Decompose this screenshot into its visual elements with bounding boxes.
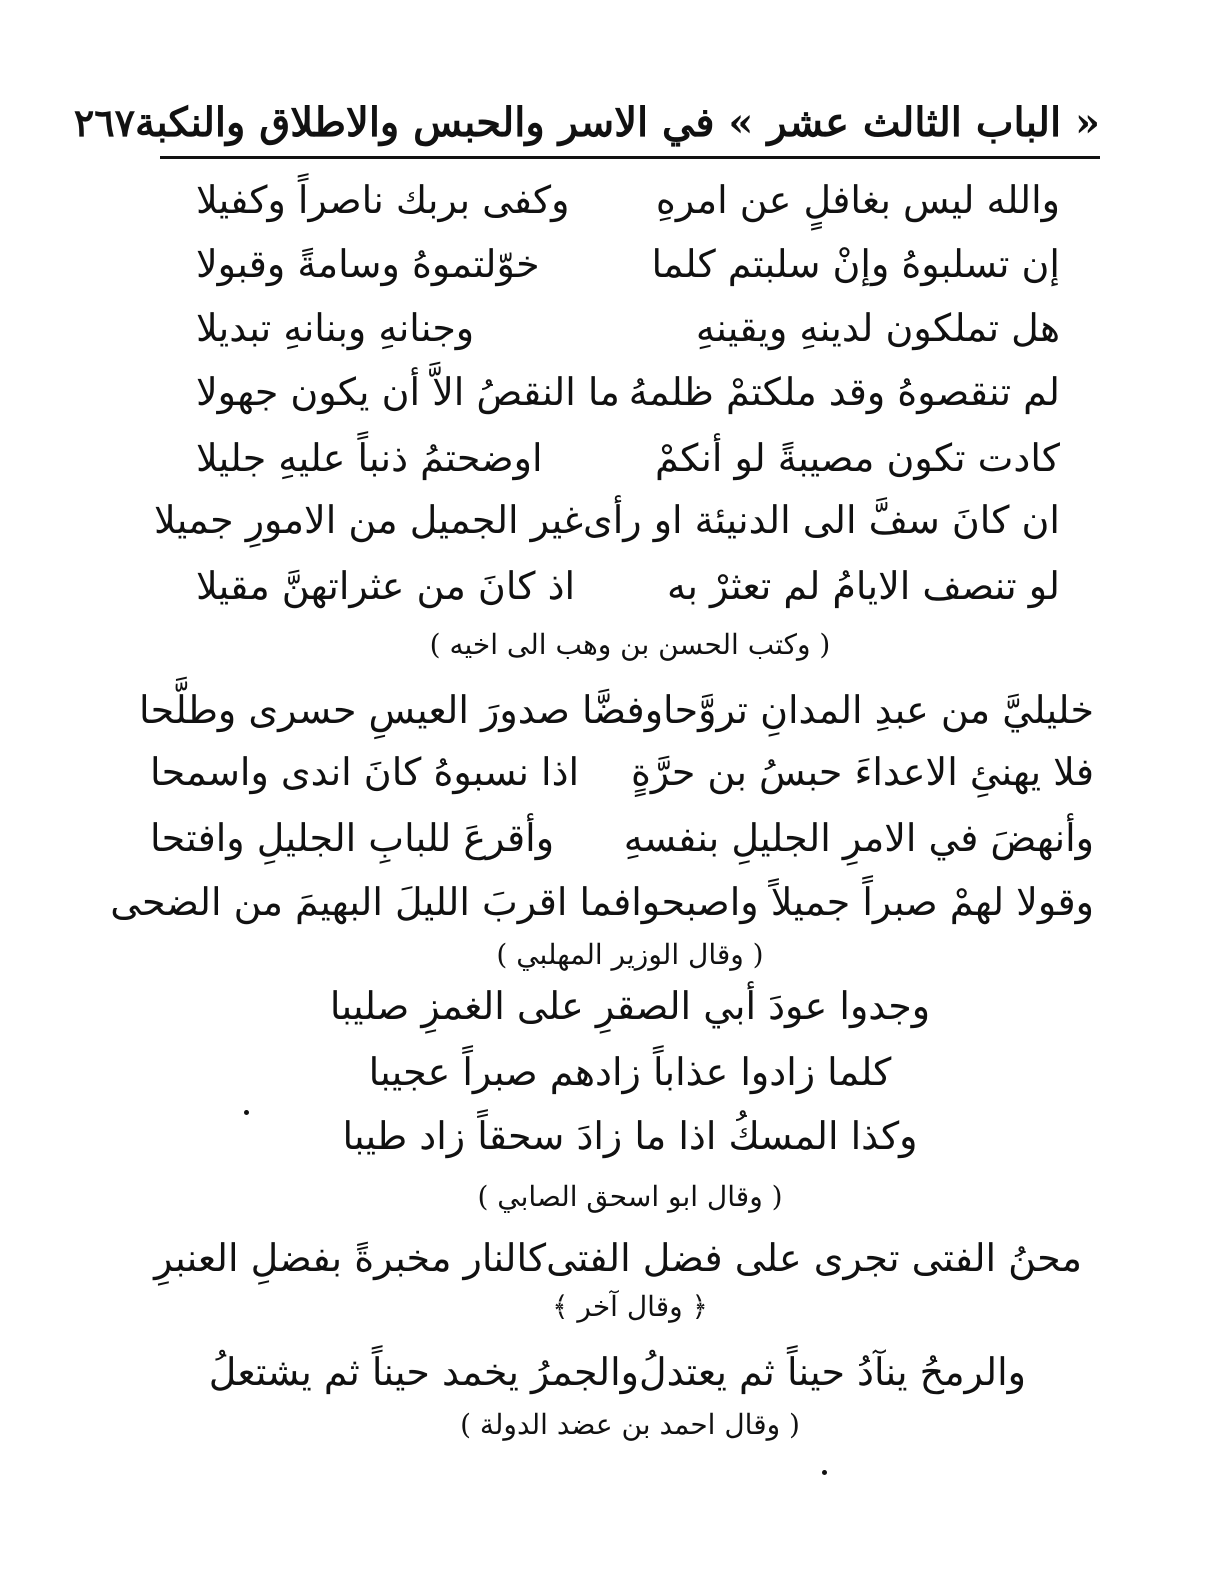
hemistich-left: ما النقصُ الاَّ أن يكون جهولا (196, 370, 620, 414)
verse (196, 234, 1060, 294)
poem-caption: ( وقال الوزير المهلبي ) (496, 938, 764, 971)
hemistich-right: فلا يهنئِ الاعداءَ حبسُ بن حرَّةٍ (630, 750, 1094, 794)
hemistich-left: اذ كانَ من عثراتهنَّ مقيلا (196, 564, 576, 608)
poem-caption: ( وكتب الحسن بن وهب الى اخيه ) (429, 628, 831, 661)
hemistich-left: اوضحتمُ ذنباً عليهِ جليلا (196, 436, 543, 480)
chapter-title: « الباب الثالث عشر » في الاسر والحبس والاطلاق والنكبة (135, 98, 1100, 146)
page-header (73, 92, 1100, 152)
verse-line: وجدوا عودَ أبي الصقرِ على الغمزِ صليبا (329, 984, 931, 1028)
hemistich-right: محنُ الفتى تجرى على فضل الفتى (546, 1236, 1082, 1280)
hemistich-left: غير الجميل من الامورِ جميلا (154, 498, 583, 542)
verse (196, 298, 1060, 358)
hemistich-right: ان كانَ سفَّ الى الدنيئة او رأى (582, 498, 1060, 542)
verse (150, 808, 1094, 868)
hemistich-left: وجنانهِ وبنانهِ تبديلا (196, 306, 475, 350)
ink-speck (244, 1110, 249, 1115)
hemistich-right: لم تنقصوهُ وقد ملكتمْ ظلمهُ (628, 370, 1060, 414)
hemistich-left: والجمرُ يخمد حيناً ثم يشتعلُ (208, 1350, 639, 1394)
hemistich-left: وأقرعَ للبابِ الجليلِ وافتحا (150, 816, 555, 860)
hemistich-right: إن تسلبوهُ وإنْ سلبتم كلما (651, 242, 1060, 286)
verse (208, 1342, 1026, 1402)
hemistich-right: كادت تكون مصيبةً لو أنكمْ (654, 436, 1060, 480)
verse (139, 680, 1094, 740)
verse (110, 872, 1094, 932)
poem-caption: ( وقال احمد بن عضد الدولة ) (460, 1408, 800, 1441)
hemistich-right: والله ليس بغافلٍ عن امرهِ (655, 178, 1060, 222)
verse-line: كلما زادوا عذاباً زادهم صبراً عجيبا (368, 1050, 892, 1094)
hemistich-left: اذا نسبوهُ كانَ اندى واسمحا (150, 750, 580, 794)
verse (150, 742, 1094, 802)
hemistich-left: وفضَّا صدورَ العيسِ حسرى وطلَّحا (139, 688, 664, 732)
verse (154, 1228, 1082, 1288)
hemistich-right: وأنهضَ في الامرِ الجليلِ بنفسهِ (623, 816, 1094, 860)
hemistich-left: فما اقربَ الليلَ البهيمَ من الضحى (110, 880, 632, 924)
verse (196, 556, 1060, 616)
header-rule (160, 156, 1100, 159)
hemistich-right: لو تنصف الايامُ لم تعثرْ به (666, 564, 1060, 608)
ink-speck (822, 1470, 827, 1475)
verse (196, 428, 1060, 488)
hemistich-right: هل تملكون لدينهِ ويقينهِ (695, 306, 1060, 350)
verse (196, 170, 1060, 230)
hemistich-right: وقولا لهمْ صبراً جميلاً واصبحوا (631, 880, 1094, 924)
hemistich-right: والرمحُ ينآدُ حيناً ثم يعتدلُ (639, 1350, 1026, 1394)
hemistich-right: خليليَّ من عبدِ المدانِ تروَّحا (663, 688, 1094, 732)
hemistich-left: كالنار مخبرةً بفضلِ العنبرِ (154, 1236, 547, 1280)
verse (196, 362, 1060, 422)
poem-caption: ( وقال ابو اسحق الصابي ) (477, 1180, 783, 1213)
poem-caption: ﴿ وقال آخر ﴾ (552, 1290, 708, 1323)
page-number: ٢٦٧ (73, 99, 136, 145)
verse-line: وكذا المسكُ اذا ما زادَ سحقاً زاد طيبا (342, 1114, 918, 1158)
verse (154, 490, 1060, 550)
hemistich-left: خوّلتموهُ وسامةً وقبولا (196, 242, 540, 286)
hemistich-left: وكفى بربك ناصراً وكفيلا (196, 178, 570, 222)
